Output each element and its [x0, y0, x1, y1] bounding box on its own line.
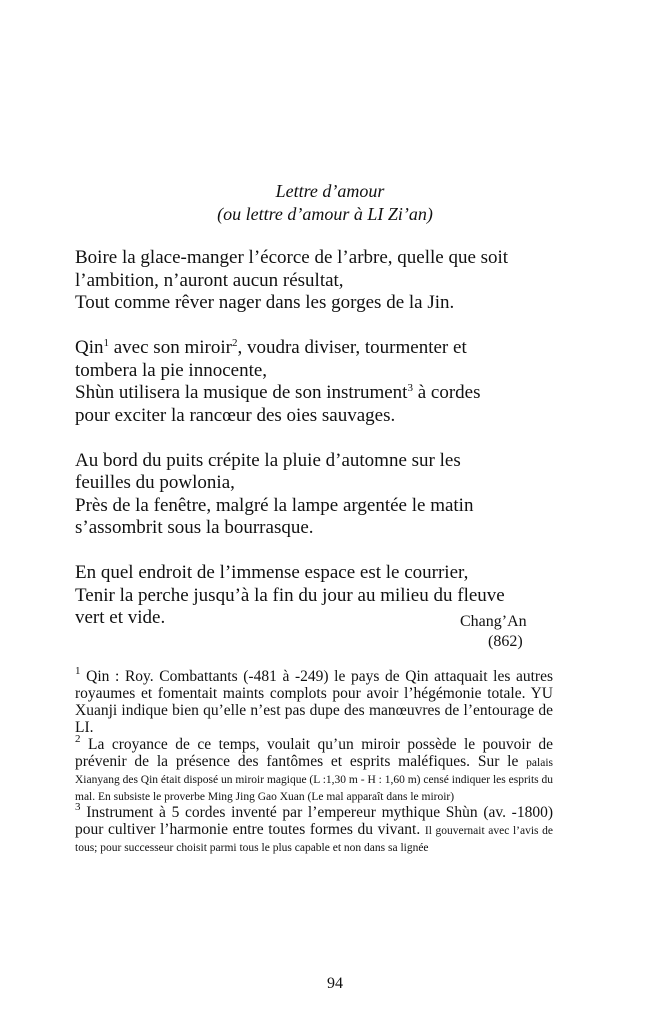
footnotes [75, 665, 554, 855]
verse-line: pour exciter la rancœur des oies sauvages. [75, 404, 396, 426]
poem-title: Lettre d’amour [275, 181, 385, 201]
verse-line: Près de la fenêtre, malgré la lampe argentée le matin [75, 494, 474, 516]
verse-line: Au bord du puits crépite la pluie d’automne sur les [75, 449, 461, 471]
verse-line: Tenir la perche jusqu’à la fin du jour au milieu du fleuve [75, 584, 505, 606]
footnote-text: Qin : Roy. Combattants (-481 à -249) le pays de Qin attaquait les autres royaumes et fomentait maints complots pour avoir l’hégémonie totale. YU Xuanji indique bien qu’elle n’est pas dupe des manœuvres de l’entourage de LI. [75, 668, 554, 736]
verse-line: tombera la pie innocente, [75, 359, 268, 381]
footnote-number: 2 [75, 733, 81, 745]
verse-line: s’assombrit sous la bourrasque. [75, 517, 314, 538]
footnote-ref-2: 2 [231, 337, 238, 349]
verse-line: Boire la glace-manger l’écorce de l’arbre, quelle que soit [75, 247, 509, 268]
stanza-1 [75, 247, 575, 315]
page-number: 94 [327, 975, 343, 992]
footnote-text: La croyance de ce temps, voulait qu’un miroir possède le pouvoir de prévenir de la présence des fantômes et esprits maléfiques. Sur le [75, 736, 553, 770]
footnote-3 [75, 801, 554, 855]
verse-text: , voudra diviser, tourmenter et [237, 337, 467, 358]
verse-text: à cordes [412, 382, 481, 403]
verse-text: avec son miroir [109, 337, 232, 358]
footnote-text: Instrument à 5 cordes inventé par l’empereur mythique Shùn (av. -1800) pour cultiver l’harmonie entre toutes formes du vivant. [75, 804, 554, 838]
stanza-3 [75, 450, 575, 540]
footnote-2 [75, 733, 554, 804]
signature-year: (862) [488, 633, 523, 650]
verse-line: feuilles du powlonia, [75, 472, 235, 493]
verse-line [75, 382, 575, 405]
signature-place: Chang’An [460, 613, 527, 630]
poem-body [75, 247, 575, 630]
footnote-ref-1: 1 [103, 337, 109, 349]
verse-text: Qin [75, 337, 104, 358]
stanza-2 [75, 337, 575, 427]
poem-title-block [0, 180, 650, 226]
verse-line: l’ambition, n’auront aucun résultat, [75, 269, 344, 291]
verse-text: Shùn utilisera la musique de son instrument [75, 382, 408, 403]
verse-line [75, 337, 575, 360]
footnote-1 [75, 665, 554, 736]
footnote-ref-3: 3 [407, 382, 413, 394]
verse-line: vert et vide. [75, 607, 166, 628]
footnote-number: 1 [75, 665, 81, 677]
verse-line: Tout comme rêver nager dans les gorges de la Jin. [75, 292, 455, 313]
footnote-text-small: palais Xianyang des Qin était disposé un miroir magique (L :1,30 m - H : 1,60 m) censé indiquer les esprits du mal. En subsiste le proverbe Ming Jing Gao Xuan (Le mal apparaît dans le miroir) [75, 757, 554, 803]
poem-subtitle: (ou lettre d’amour à LI Zi’an) [217, 204, 433, 224]
footnote-text-small: Il gouvernait avec l’avis de tous; pour successeur choisit parmi tous le plus capable et non dans sa lignée [75, 825, 553, 854]
verse-line: En quel endroit de l’immense espace est le courrier, [75, 562, 469, 583]
signature [460, 612, 527, 652]
footnote-number: 3 [75, 801, 81, 813]
